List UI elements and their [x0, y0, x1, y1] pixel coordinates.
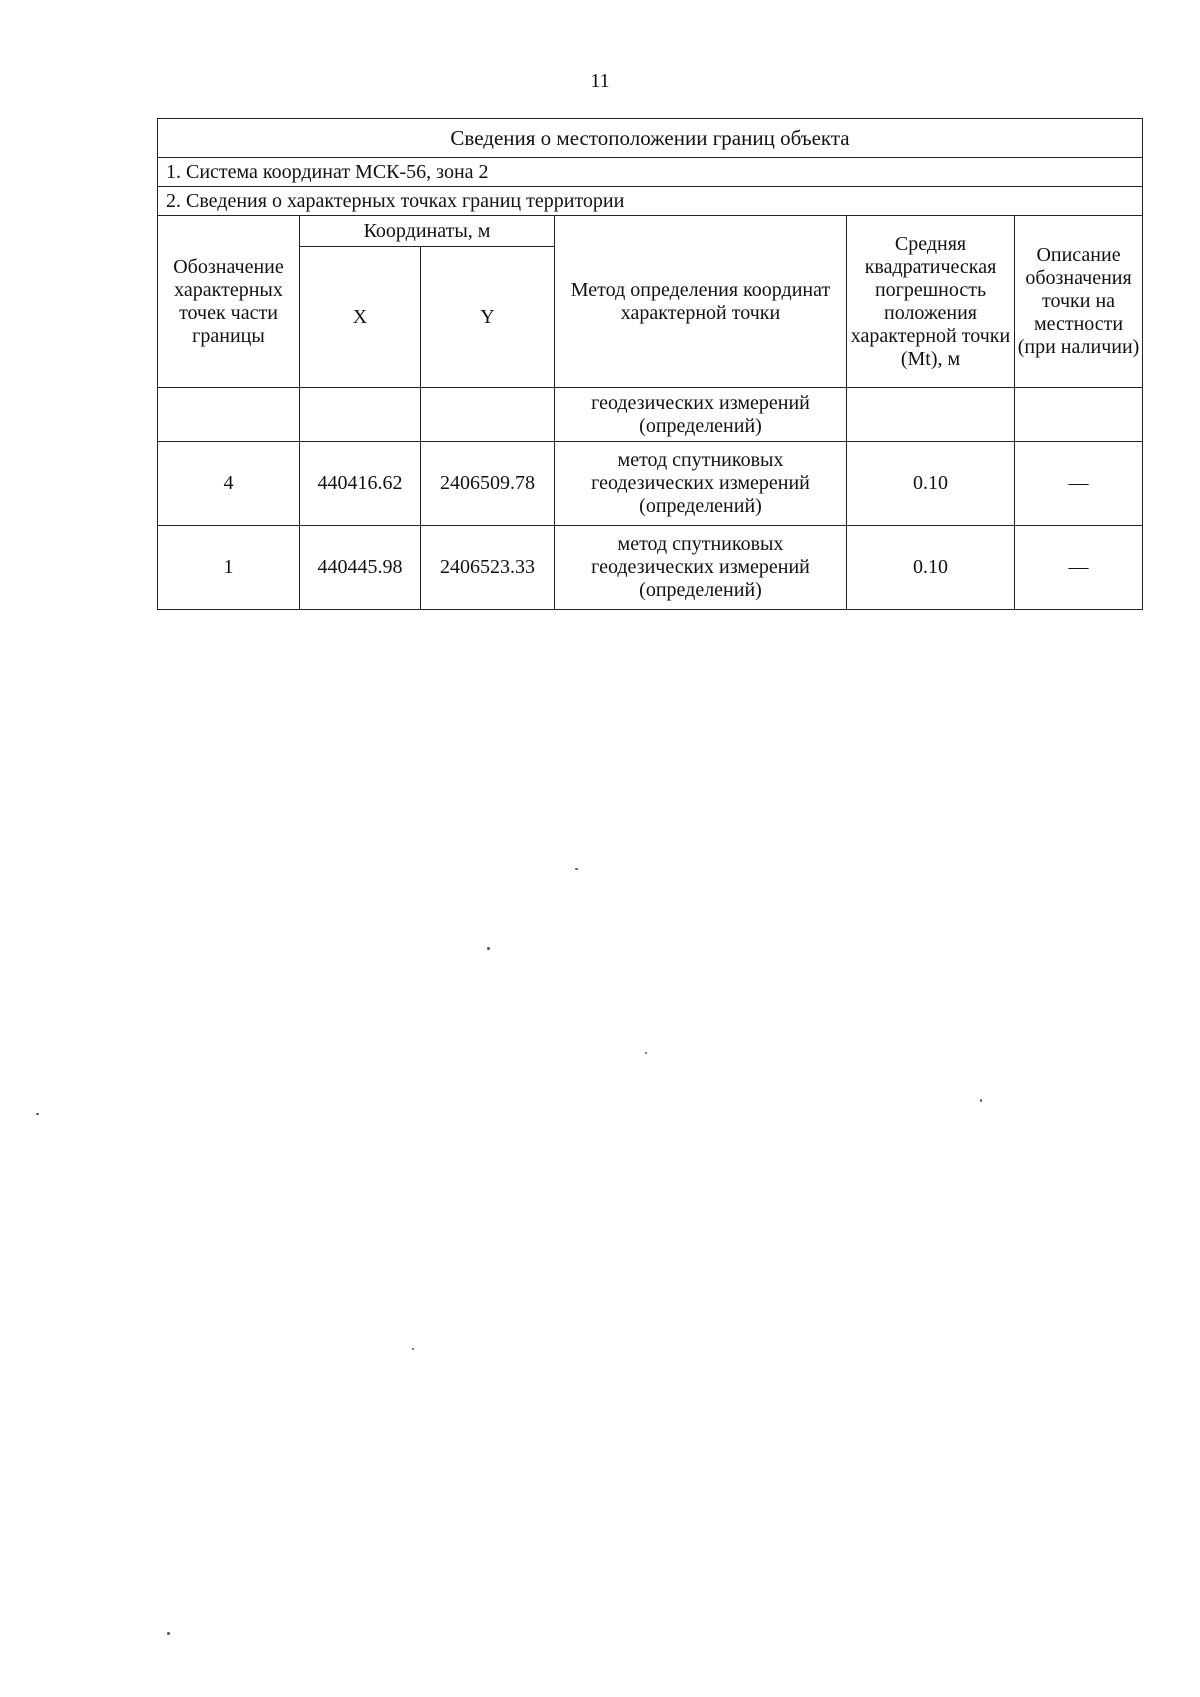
scan-speck [645, 1052, 647, 1054]
header-method: Метод определения координат характерной точки [555, 216, 847, 388]
cell-description [1015, 388, 1143, 442]
cell-point: 1 [158, 526, 300, 610]
header-accuracy: Средняя квадратическая погрешность положения характерной точки (Mt), м [847, 216, 1015, 388]
table-title: Сведения о местоположении границ объекта [158, 119, 1143, 158]
cell-y: 2406509.78 [421, 442, 555, 526]
page-number: 11 [590, 70, 610, 92]
cell-method: метод спутниковых геодезических измерений (определений) [555, 526, 847, 610]
scan-speck [36, 1113, 39, 1115]
cell-point [158, 388, 300, 442]
table-row [158, 526, 1143, 610]
coordinate-system: 1. Система координат МСК-56, зона 2 [158, 158, 1143, 187]
cell-y [421, 388, 555, 442]
cell-accuracy [847, 388, 1015, 442]
cell-y: 2406523.33 [421, 526, 555, 610]
cell-point: 4 [158, 442, 300, 526]
header-x: X [300, 247, 421, 388]
table-row-continuation [158, 388, 1143, 442]
scan-speck [487, 947, 490, 950]
cell-description: — [1015, 526, 1143, 610]
cell-x: 440445.98 [300, 526, 421, 610]
cell-method: геодезических измерений (определений) [555, 388, 847, 442]
header-point-designation: Обозначение характерных точек части границы [158, 216, 300, 388]
cell-description: — [1015, 442, 1143, 526]
scan-speck [167, 1632, 170, 1635]
header-description: Описание обозначения точки на местности (при наличии) [1015, 216, 1143, 388]
cell-x: 440416.62 [300, 442, 421, 526]
cell-method: метод спутниковых геодезических измерений (определений) [555, 442, 847, 526]
scan-speck [412, 1348, 414, 1350]
scan-speck [980, 1099, 982, 1102]
boundary-points-table [157, 118, 1143, 610]
cell-x [300, 388, 421, 442]
header-y: Y [421, 247, 555, 388]
cell-accuracy: 0.10 [847, 442, 1015, 526]
header-coordinates: Координаты, м [300, 216, 555, 247]
table-row [158, 442, 1143, 526]
scan-speck [575, 868, 578, 870]
section-heading: 2. Сведения о характерных точках границ территории [158, 187, 1143, 216]
cell-accuracy: 0.10 [847, 526, 1015, 610]
